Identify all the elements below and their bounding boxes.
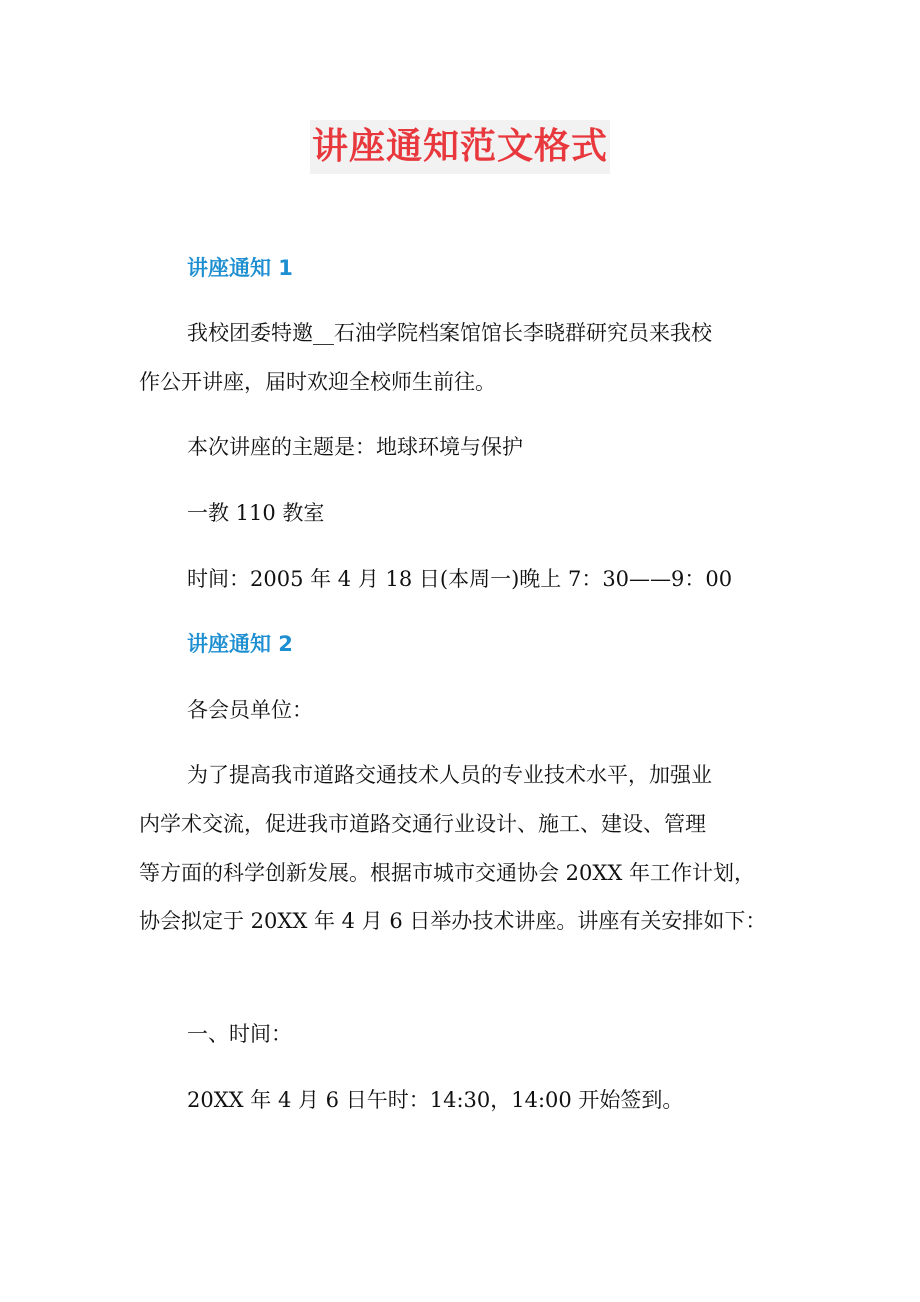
paragraph-line: 一教 110 教室 [187, 501, 325, 525]
title-wrapper [0, 120, 920, 174]
paragraph-line: 时间：2005 年 4 月 18 日(本周一)晚上 7：30——9：00 [187, 567, 733, 591]
paragraph-line: 作公开讲座，届时欢迎全校师生前往。 [139, 370, 496, 394]
paragraph-line: 内学术交流，促进我市道路交通行业设计、施工、建设、管理 [139, 812, 706, 836]
paragraph-line: 本次讲座的主题是：地球环境与保护 [187, 435, 523, 459]
document-title: 讲座通知范文格式 [310, 120, 610, 174]
paragraph-line: 协会拟定于 20XX 年 4 月 6 日举办技术讲座。讲座有关安排如下： [139, 909, 767, 933]
paragraph-line: 为了提高我市道路交通技术人员的专业技术水平，加强业 [187, 763, 712, 787]
paragraph-line: 各会员单位： [187, 698, 313, 722]
paragraph-line: 一、时间： [187, 1022, 292, 1046]
paragraph-line: 我校团委特邀__石油学院档案馆馆长李晓群研究员来我校 [187, 321, 712, 345]
section-heading-2: 讲座通知 2 [187, 632, 293, 656]
section-heading-1: 讲座通知 1 [187, 256, 293, 280]
paragraph-line: 等方面的科学创新发展。根据市城市交通协会 20XX 年工作计划， [139, 861, 755, 885]
paragraph-line: 20XX 年 4 月 6 日午时：14:30，14:00 开始签到。 [187, 1088, 684, 1112]
